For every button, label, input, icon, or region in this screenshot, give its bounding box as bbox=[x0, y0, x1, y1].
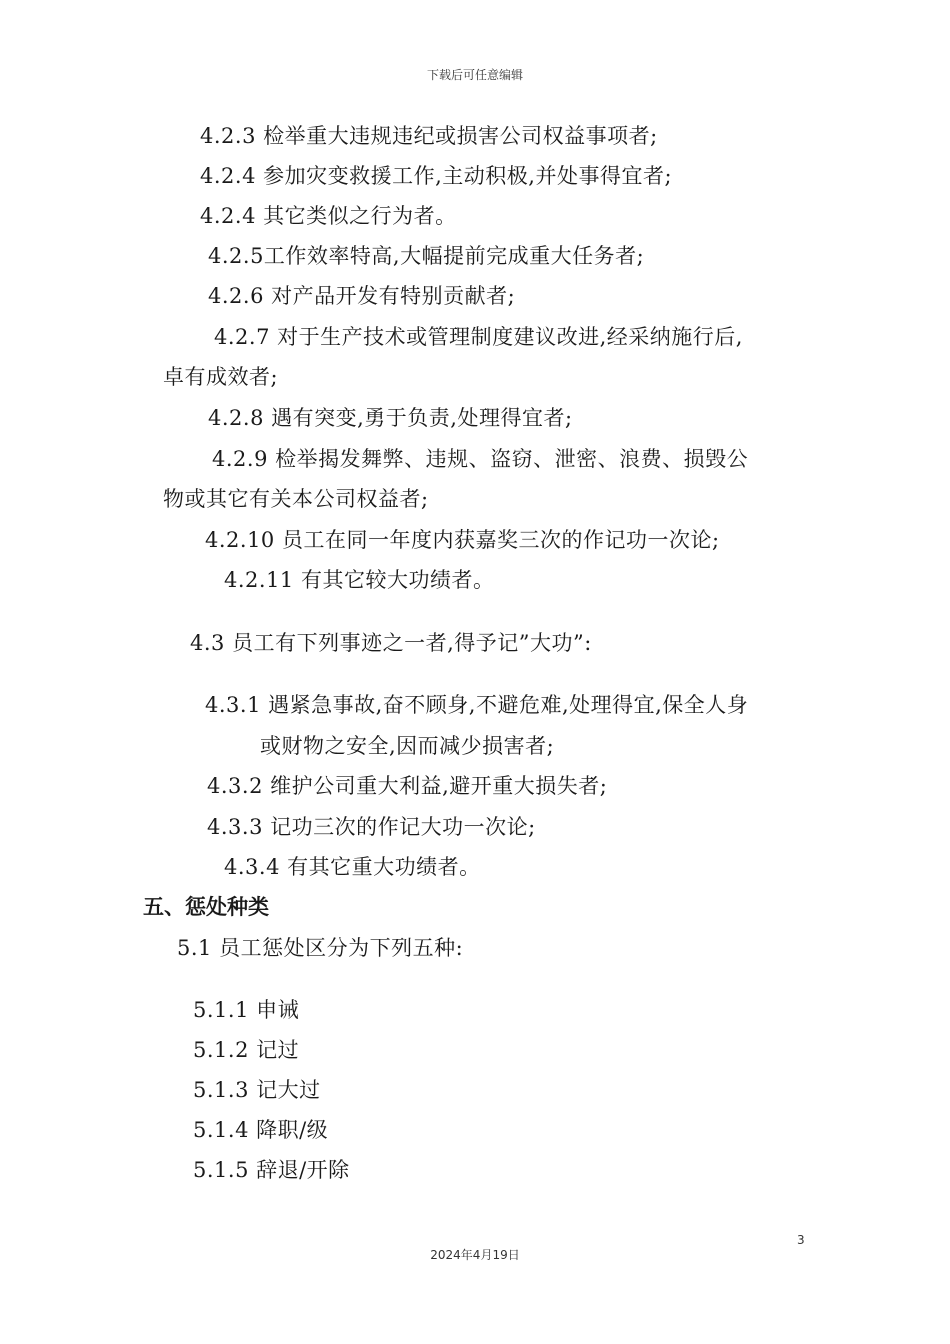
clause-4-2-7: 4.2.7 对于生产技术或管理制度建议改进,经采纳施行后, bbox=[214, 325, 743, 349]
clause-4-2-6: 4.2.6 对产品开发有特别贡献者; bbox=[208, 284, 516, 308]
clause-4-2-4-other: 4.2.4 其它类似之行为者。 bbox=[200, 204, 457, 228]
clause-4-3-2: 4.3.2 维护公司重大利益,避开重大损失者; bbox=[207, 774, 608, 798]
clause-5-1-2: 5.1.2 记过 bbox=[193, 1038, 300, 1062]
page-header: 下载后可任意编辑 bbox=[426, 68, 523, 82]
clause-5-1-5: 5.1.5 辞退/开除 bbox=[193, 1158, 350, 1182]
page-footer-date: 2024年4月19日 bbox=[430, 1248, 520, 1262]
clause-4-2-7-cont: 卓有成效者; bbox=[163, 365, 279, 389]
clause-4-2-8: 4.2.8 遇有突变,勇于负责,处理得宜者; bbox=[208, 406, 573, 430]
clause-4-2-9-cont: 物或其它有关本公司权益者; bbox=[163, 487, 429, 511]
clause-5-1-4: 5.1.4 降职/级 bbox=[193, 1118, 329, 1142]
clause-4-3-1: 4.3.1 遇紧急事故,奋不顾身,不避危难,处理得宜,保全人身 bbox=[205, 693, 749, 717]
clause-4-3: 4.3 员工有下列事迹之一者,得予记”大功”: bbox=[190, 631, 592, 655]
clause-4-2-5: 4.2.5工作效率特高,大幅提前完成重大任务者; bbox=[208, 244, 645, 268]
clause-4-2-3: 4.2.3 检举重大违规违纪或损害公司权益事项者; bbox=[200, 124, 658, 148]
page-number: 3 bbox=[797, 1233, 805, 1247]
clause-4-3-3: 4.3.3 记功三次的作记大功一次论; bbox=[207, 815, 536, 839]
clause-4-2-4: 4.2.4 参加灾变救援工作,主动积极,并处事得宜者; bbox=[200, 164, 673, 188]
clause-5-1-1: 5.1.1 申诫 bbox=[193, 998, 300, 1022]
clause-4-3-4: 4.3.4 有其它重大功绩者。 bbox=[224, 855, 481, 879]
clause-5-1: 5.1 员工惩处区分为下列五种: bbox=[177, 936, 464, 960]
clause-4-3-1-cont: 或财物之安全,因而减少损害者; bbox=[260, 734, 555, 758]
clause-5-1-3: 5.1.3 记大过 bbox=[193, 1078, 321, 1102]
clause-4-2-11: 4.2.11 有其它较大功绩者。 bbox=[224, 568, 495, 592]
section-5-heading: 五、惩处种类 bbox=[143, 895, 269, 919]
clause-4-2-10: 4.2.10 员工在同一年度内获嘉奖三次的作记功一次论; bbox=[205, 528, 720, 552]
clause-4-2-9: 4.2.9 检举揭发舞弊、违规、盗窃、泄密、浪费、损毁公 bbox=[212, 447, 749, 471]
